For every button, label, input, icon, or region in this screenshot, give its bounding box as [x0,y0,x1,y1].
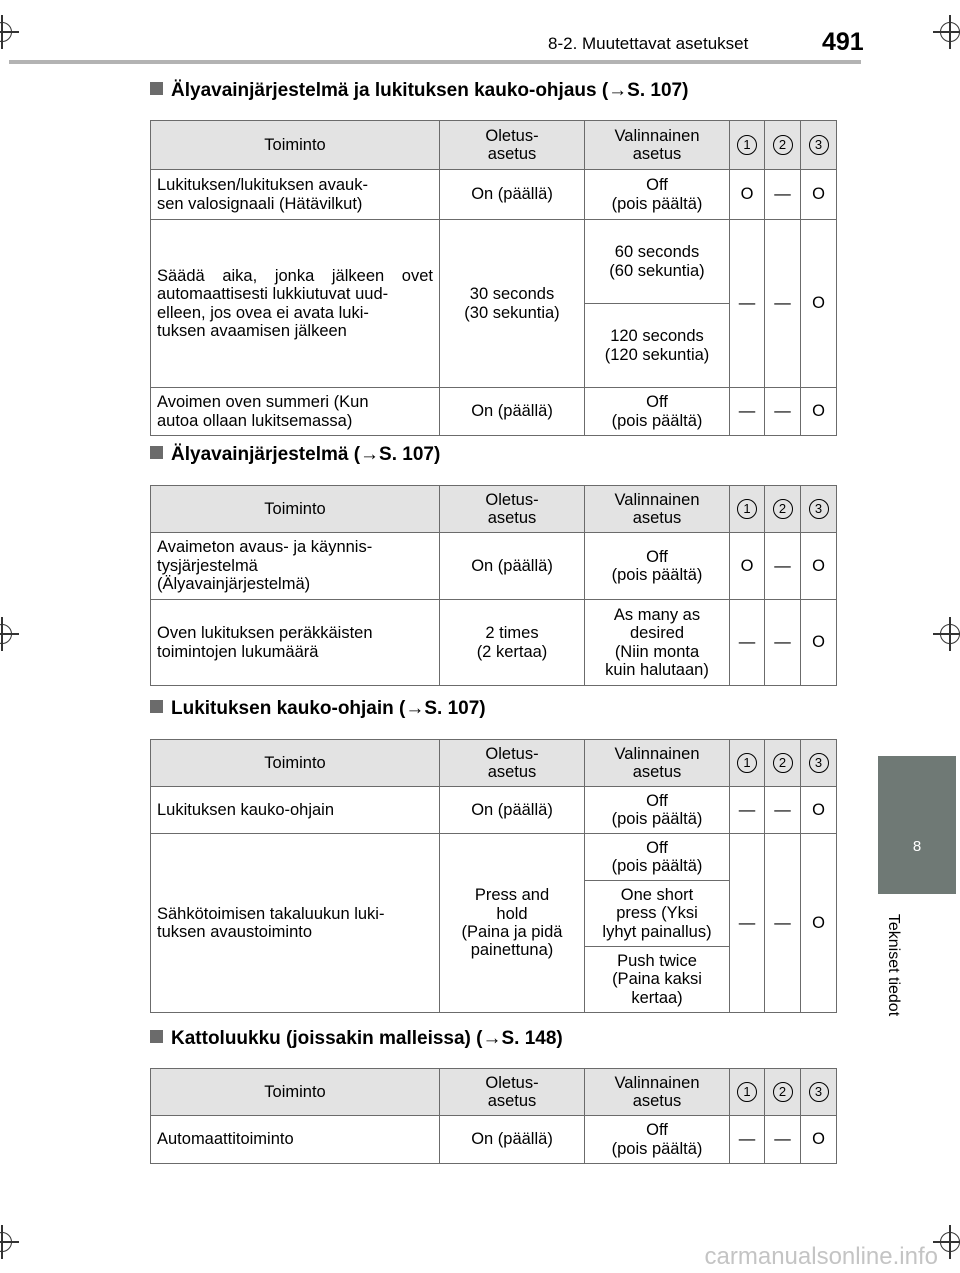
registration-mark-icon [940,624,960,644]
col-default-header: Oletus- asetus [440,740,585,787]
chapter-tab[interactable] [878,756,956,894]
registration-mark-icon [940,1232,960,1252]
function-cell: Säädä aika, jonka jälkeen ovet automaattisesti lukkiutuvat uud- elleen, jos ovea ei avata luki- tuksen avaamisen jälkeen [151,220,440,388]
cell-3: O [801,170,837,220]
registration-mark-icon [940,22,960,42]
option-cell: Off (pois päältä) [585,533,730,600]
cell-3: O [801,834,837,1013]
function-cell: Avoimen oven summeri (Kun autoa ollaan lukitsemassa) [151,388,440,436]
cell-1: — [730,220,765,388]
function-cell: Avaimeton avaus- ja käynnis- tysjärjestelmä (Älyavainjärjestelmä) [151,533,440,600]
registration-mark-icon [0,22,12,42]
circled-2-icon: 2 [773,499,793,519]
col-option-header: Valinnainen asetus [585,740,730,787]
section-title: Älyavainjärjestelmä (→S. 107) [150,444,440,466]
settings-table [150,1068,837,1164]
table-row [151,220,837,304]
default-cell: On (päällä) [440,388,585,436]
circled-3-icon: 3 [809,135,829,155]
default-cell: On (päällä) [440,787,585,834]
col-function-header: Toiminto [151,486,440,533]
function-cell: Oven lukituksen peräkkäisten toimintojen lukumäärä [151,600,440,686]
option-cell: Off (pois päältä) [585,834,730,881]
square-bullet-icon [150,700,163,713]
table-row [151,533,837,600]
option-cell: 120 seconds (120 sekuntia) [585,304,730,388]
circled-1-icon: 1 [737,1082,757,1102]
col-option-header: Valinnainen asetus [585,121,730,170]
table-header-row [151,1069,837,1116]
cell-2: — [765,170,801,220]
cell-1: O [730,533,765,600]
cell-1: — [730,787,765,834]
option-cell: One short press (Yksi lyhyt painallus) [585,881,730,947]
option-cell: Off (pois päältä) [585,388,730,436]
option-cell: As many as desired (Niin monta kuin halutaan) [585,600,730,686]
cell-1: — [730,388,765,436]
function-cell: Sähkötoimisen takaluukun luki- tuksen avaustoiminto [151,834,440,1013]
chapter-number: 8 [912,838,922,855]
circled-3-icon: 3 [809,499,829,519]
registration-mark-icon [0,624,12,644]
table-row [151,787,837,834]
cell-2: — [765,388,801,436]
square-bullet-icon [150,82,163,95]
table-header-row [151,486,837,533]
registration-mark-icon [0,1232,12,1252]
circled-1-icon: 1 [737,499,757,519]
default-cell: On (päällä) [440,533,585,600]
col-function-header: Toiminto [151,1069,440,1116]
table-row [151,170,837,220]
cell-2: — [765,600,801,686]
function-cell: Lukituksen/lukituksen avauk- sen valosignaali (Hätävilkut) [151,170,440,220]
section-title: Kattoluukku (joissakin malleissa) (→S. 148) [150,1028,563,1050]
watermark: carmanualsonline.info [704,1243,938,1270]
option-cell: 60 seconds (60 sekuntia) [585,220,730,304]
option-cell: Off (pois päältä) [585,787,730,834]
cell-1: O [730,170,765,220]
default-cell: On (päällä) [440,170,585,220]
col-option-header: Valinnainen asetus [585,1069,730,1116]
table-row [151,388,837,436]
cell-3: O [801,388,837,436]
cell-2: — [765,787,801,834]
cell-2: — [765,220,801,388]
cell-3: O [801,1116,837,1164]
cell-2: — [765,533,801,600]
col-default-header: Oletus- asetus [440,486,585,533]
col-function-header: Toiminto [151,121,440,170]
default-cell: Press and hold (Paina ja pidä painettuna) [440,834,585,1013]
col-default-header: Oletus- asetus [440,121,585,170]
function-cell: Automaattitoiminto [151,1116,440,1164]
cell-2: — [765,1116,801,1164]
circled-3-icon: 3 [809,1082,829,1102]
cell-2: — [765,834,801,1013]
default-cell: On (päällä) [440,1116,585,1164]
circled-2-icon: 2 [773,753,793,773]
cell-3: O [801,600,837,686]
section-title: Älyavainjärjestelmä ja lukituksen kauko-ohjaus (→S. 107) [150,80,688,102]
table-row [151,1116,837,1164]
option-cell: Off (pois päältä) [585,170,730,220]
chapter-label: Tekniset tiedot [885,913,902,1017]
section-header: 8-2. Muutettavat asetukset [548,34,749,53]
circled-1-icon: 1 [737,753,757,773]
page-number: 491 [822,28,864,56]
circled-3-icon: 3 [809,753,829,773]
table-header-row [151,121,837,170]
cell-1: — [730,1116,765,1164]
square-bullet-icon [150,1030,163,1043]
col-default-header: Oletus- asetus [440,1069,585,1116]
settings-table [150,739,837,1013]
square-bullet-icon [150,446,163,459]
cell-3: O [801,220,837,388]
default-cell: 30 seconds (30 sekuntia) [440,220,585,388]
header-rule [9,60,861,64]
function-cell: Lukituksen kauko-ohjain [151,787,440,834]
circled-2-icon: 2 [773,1082,793,1102]
cell-3: O [801,533,837,600]
settings-table [150,120,837,436]
default-cell: 2 times (2 kertaa) [440,600,585,686]
col-function-header: Toiminto [151,740,440,787]
table-header-row [151,740,837,787]
option-cell: Push twice (Paina kaksi kertaa) [585,947,730,1013]
table-row [151,834,837,881]
circled-2-icon: 2 [773,135,793,155]
circled-1-icon: 1 [737,135,757,155]
table-row [151,600,837,686]
cell-3: O [801,787,837,834]
col-option-header: Valinnainen asetus [585,486,730,533]
settings-table [150,485,837,686]
option-cell: Off (pois päältä) [585,1116,730,1164]
cell-1: — [730,600,765,686]
section-title: Lukituksen kauko-ohjain (→S. 107) [150,698,486,720]
cell-1: — [730,834,765,1013]
